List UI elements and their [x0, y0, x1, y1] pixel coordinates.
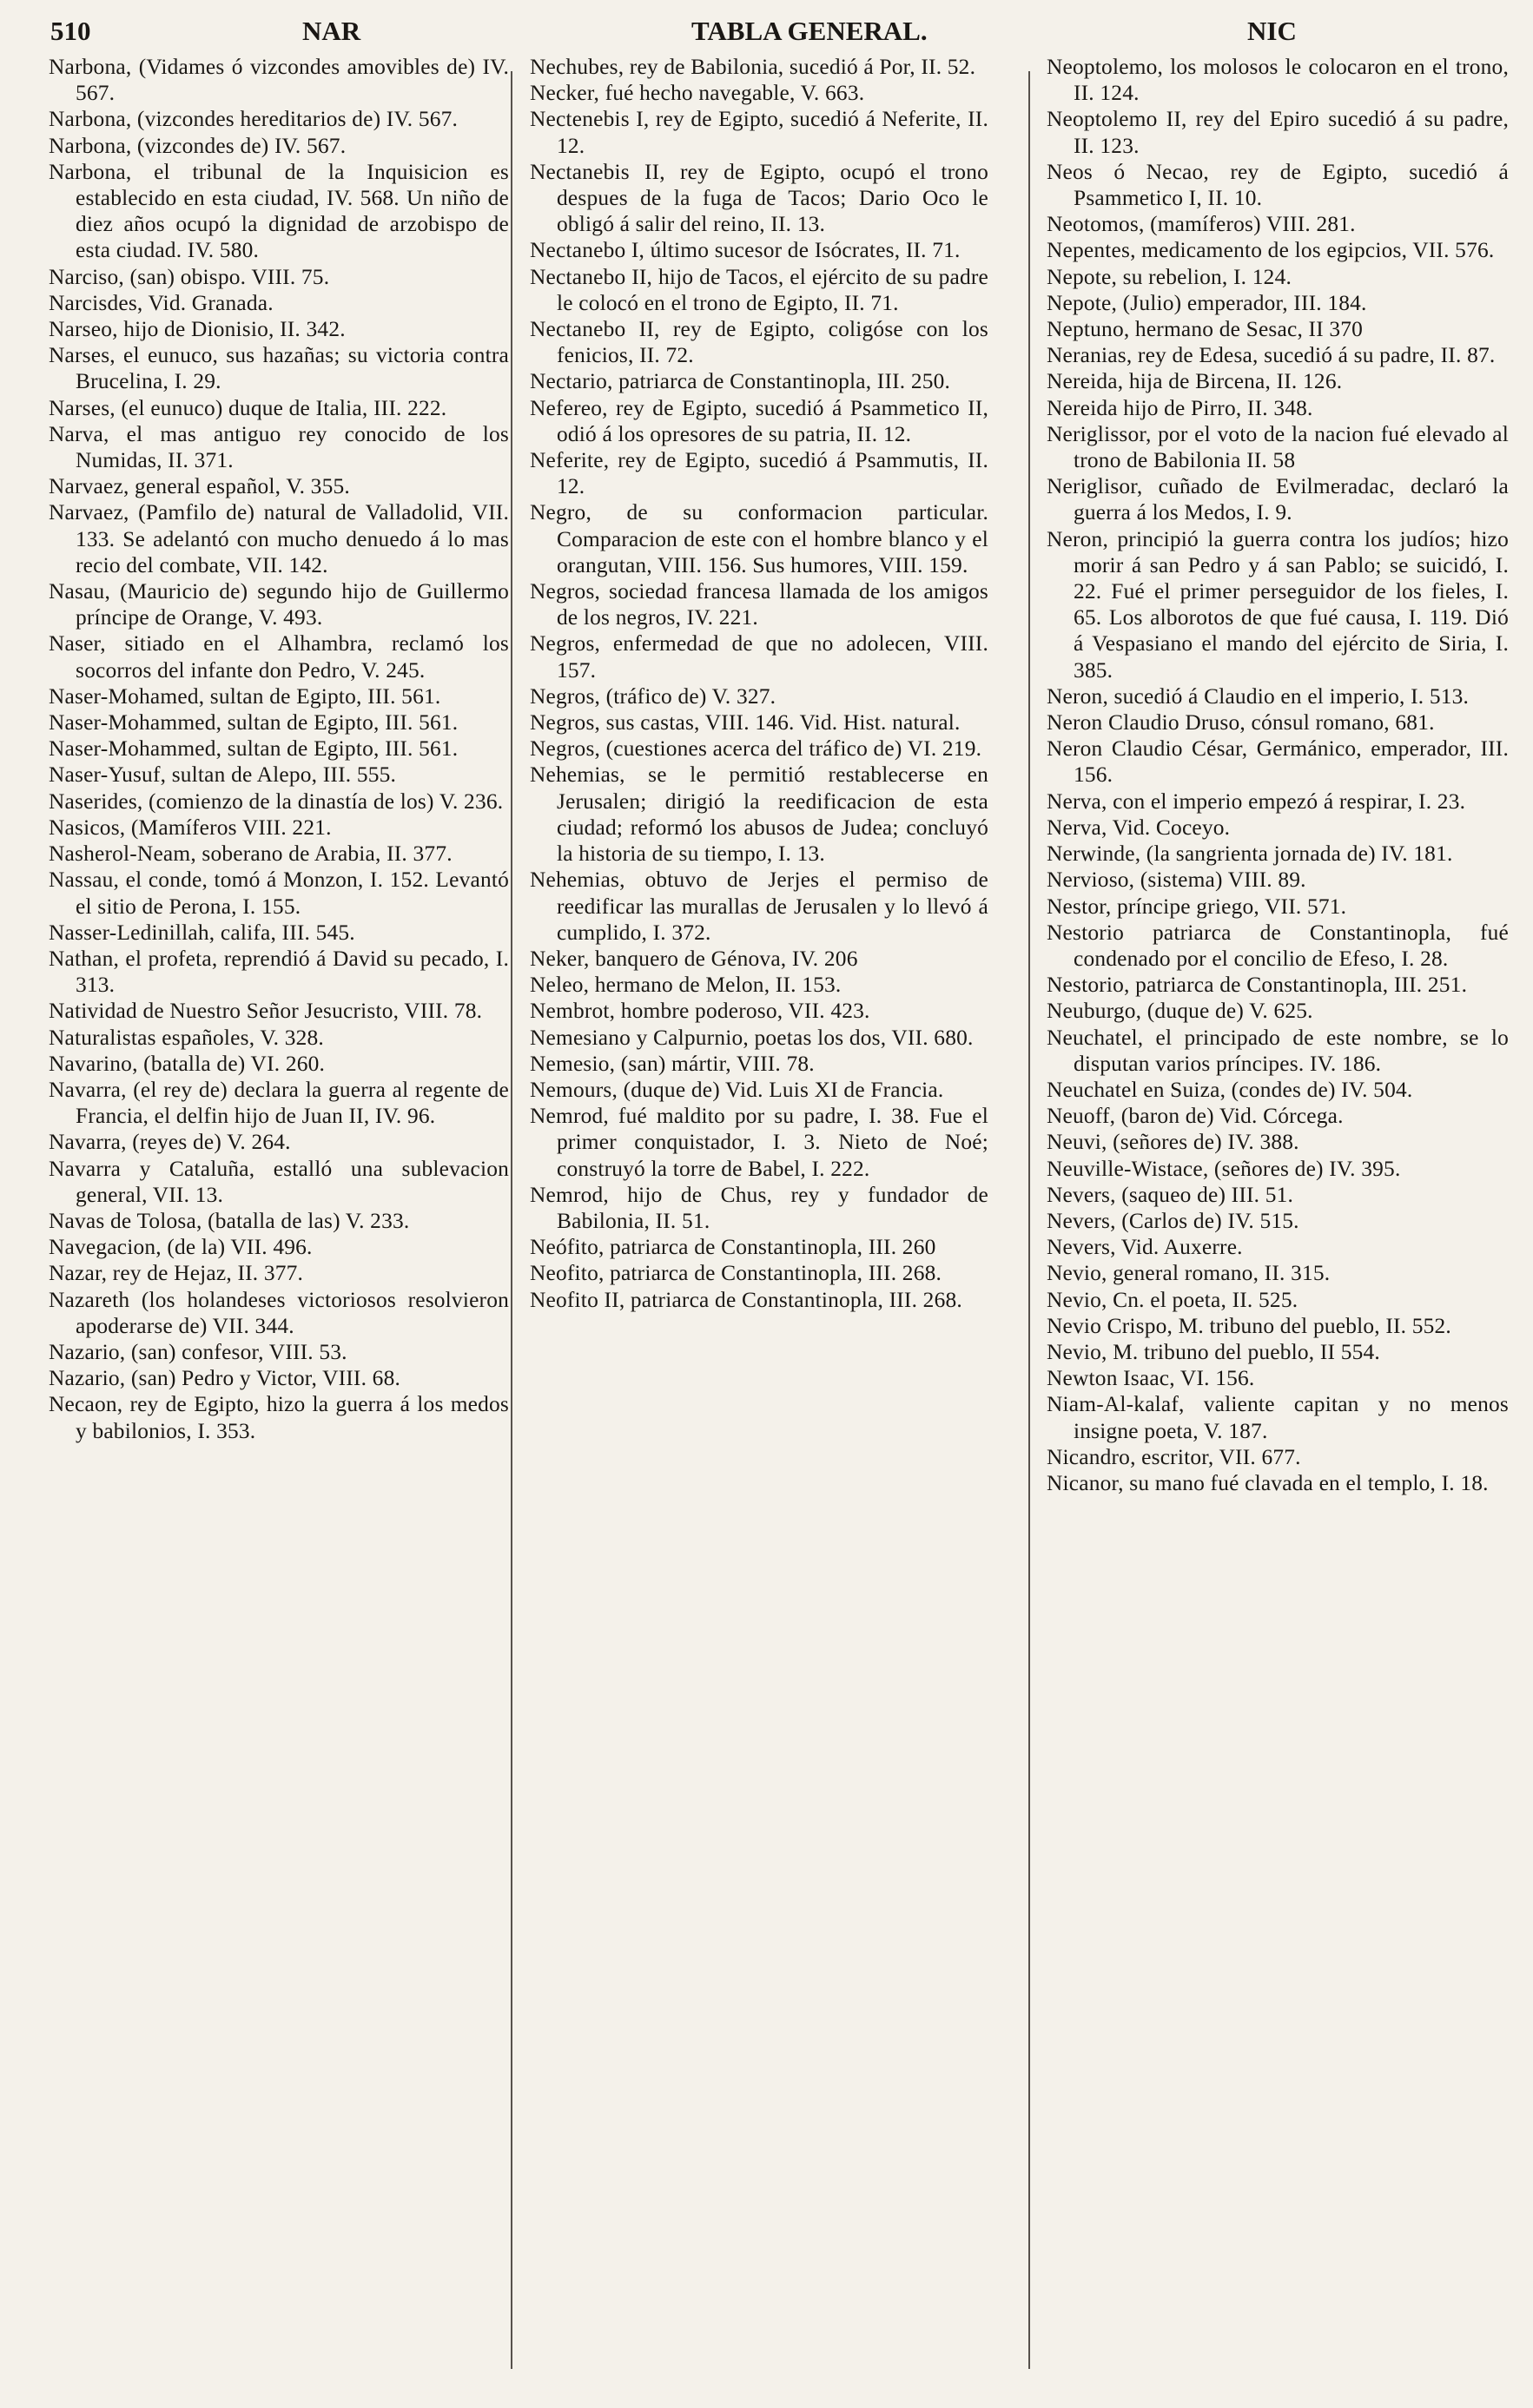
index-entry: Nassau, el conde, tomó á Monzon, I. 152. Levantó el sitio de Perona, I. 155. [49, 868, 509, 919]
index-entry: Narses, el eunuco, sus hazañas; su victoria contra Brucelina, I. 29. [49, 343, 509, 394]
index-entry: Nerva, Vid. Coceyo. [1047, 815, 1231, 840]
index-entry: Nerwinde, (la sangrienta jornada de) IV. 181. [1047, 841, 1453, 867]
column-divider [511, 71, 512, 2369]
header-left-key: NAR [302, 16, 361, 46]
index-entry: Nectanebo II, hijo de Tacos, el ejército de su padre le colocó en el trono de Egipto, II. 71. [530, 264, 988, 315]
index-entry: Neuchatel, el principado de este nombre, se lo disputan varios príncipes. IV. 186. [1047, 1025, 1509, 1076]
index-entry: Nefereo, rey de Egipto, sucedió á Psammetico II, odió á los opresores de su patria, II. 12. [530, 395, 988, 446]
index-entry: Navas de Tolosa, (batalla de las) V. 233. [49, 1208, 410, 1233]
index-entry: Nevio, general romano, II. 315. [1047, 1261, 1331, 1286]
index-entry: Nepentes, medicamento de los egipcios, VII. 576. [1047, 238, 1495, 263]
index-entry: Neriglissor, por el voto de la nacion fué elevado al trono de Babilonia II. 58 [1047, 421, 1509, 473]
index-column-right [1047, 54, 1509, 1496]
index-entry: Nechubes, rey de Babilonia, sucedió á Por, II. 52. [530, 55, 976, 79]
index-entry: Neotomos, (mamíferos) VIII. 281. [1047, 212, 1356, 237]
index-entry: Neptuno, hermano de Sesac, II 370 [1047, 317, 1364, 342]
index-entry: Nehemias, se le permitió restablecerse en Jerusalen; dirigió la reedificacion de esta ciudad; reformó los abusos de Judea; concluyó la historia de su tiempo, I. 13. [530, 762, 988, 867]
index-entry: Nervioso, (sistema) VIII. 89. [1047, 868, 1306, 893]
index-entry: Nepote, (Julio) emperador, III. 184. [1047, 290, 1367, 315]
index-entry: Nereida, hija de Bircena, II. 126. [1047, 369, 1343, 394]
index-entry: Neos ó Necao, rey de Egipto, sucedió á Psammetico I, II. 10. [1047, 159, 1509, 211]
index-entry: Neker, banquero de Génova, IV. 206 [530, 946, 858, 971]
index-entry: Nemrod, hijo de Chus, rey y fundador de Babilonia, II. 51. [530, 1182, 988, 1233]
index-entry: Nevers, (Carlos de) IV. 515. [1047, 1208, 1299, 1233]
index-entry: Niam-Al-kalaf, valiente capitan y no menos insigne poeta, V. 187. [1047, 1392, 1509, 1443]
index-entry: Nehemias, obtuvo de Jerjes el permiso de reedificar las murallas de Jerusalen y lo llevó á cumplido, I. 372. [530, 868, 988, 945]
index-entry: Neoptolemo, los molosos le colocaron en el trono, II. 124. [1047, 55, 1509, 106]
index-entry: Nemesio, (san) mártir, VIII. 78. [530, 1051, 815, 1076]
header-right-key: NIC [1247, 16, 1297, 46]
index-entry: Nemrod, fué maldito por su padre, I. 38. Fue el primer conquistador, I. 3. Nieto de Noé; construyó la torre de Babel, I. 222. [530, 1104, 988, 1181]
index-entry: Narbona, (Vidames ó vizcondes amovibles de) IV. 567. [49, 55, 509, 106]
index-entry: Negros, enfermedad de que no adolecen, VIII. 157. [530, 631, 988, 683]
index-entry: Nereida hijo de Pirro, II. 348. [1047, 395, 1313, 420]
index-entry: Neofito, patriarca de Constantinopla, III. 268. [530, 1261, 942, 1286]
index-entry: Naser-Mohammed, sultan de Egipto, III. 561. [49, 710, 459, 736]
index-entry: Naser, sitiado en el Alhambra, reclamó los socorros del infante don Pedro, V. 245. [49, 631, 509, 683]
index-entry: Negros, sociedad francesa llamada de los amigos de los negros, IV. 221. [530, 579, 988, 630]
index-entry: Naserides, (comienzo de la dinastía de los) V. 236. [49, 788, 504, 814]
index-entry: Neuvi, (señores de) IV. 388. [1047, 1130, 1299, 1155]
index-entry: Narbona, el tribunal de la Inquisicion es establecido en esta ciudad, IV. 568. Un niño de diez años ocupó la dignidad de arzobispo de esta ciudad. IV. 580. [49, 159, 509, 263]
index-entry: Nectanebo I, último sucesor de Isócrates, II. 71. [530, 238, 961, 263]
index-entry: Nicanor, su mano fué clavada en el templo, I. 18. [1047, 1470, 1489, 1495]
index-entry: Navarra y Cataluña, estalló una sublevacion general, VII. 13. [49, 1156, 509, 1207]
index-entry: Negros, sus castas, VIII. 146. Vid. Hist. natural. [530, 710, 961, 736]
index-entry: Nectenebis I, rey de Egipto, sucedió á Neferite, II. 12. [530, 107, 988, 158]
index-entry: Negros, (cuestiones acerca del tráfico de) VI. 219. [530, 736, 982, 762]
index-entry: Narses, (el eunuco) duque de Italia, III. 222. [49, 395, 447, 420]
index-entry: Neferite, rey de Egipto, sucedió á Psammutis, II. 12. [530, 448, 988, 499]
index-entry: Nasicos, (Mamíferos VIII. 221. [49, 815, 332, 840]
index-entry: Nevio, Cn. el poeta, II. 525. [1047, 1287, 1298, 1312]
index-entry: Nevio Crispo, M. tribuno del pueblo, II. 552. [1047, 1313, 1451, 1338]
index-entry: Necker, fué hecho navegable, V. 663. [530, 81, 865, 106]
index-entry: Nerva, con el imperio empezó á respirar, I. 23. [1047, 788, 1466, 814]
index-entry: Neuoff, (baron de) Vid. Córcega. [1047, 1104, 1344, 1129]
index-entry: Natividad de Nuestro Señor Jesucristo, VIII. 78. [49, 999, 483, 1024]
index-entry: Naser-Mohammed, sultan de Egipto, III. 561. [49, 736, 459, 762]
index-entry: Nemesiano y Calpurnio, poetas los dos, VII. 680. [530, 1025, 974, 1050]
index-entry: Nectario, patriarca de Constantinopla, III. 250. [530, 369, 951, 394]
index-entry: Narciso, (san) obispo. VIII. 75. [49, 264, 330, 289]
index-entry: Narvaez, general español, V. 355. [49, 474, 350, 499]
index-entry: Neriglisor, cuñado de Evilmeradac, declaró la guerra á los Medos, I. 9. [1047, 474, 1509, 525]
index-entry: Nasser-Ledinillah, califa, III. 545. [49, 920, 355, 945]
index-entry: Nazar, rey de Hejaz, II. 377. [49, 1261, 304, 1286]
index-entry: Naser-Yusuf, sultan de Alepo, III. 555. [49, 762, 397, 788]
index-entry: Nevers, (saqueo de) III. 51. [1047, 1182, 1294, 1207]
index-entry: Nevio, M. tribuno del pueblo, II 554. [1047, 1339, 1380, 1364]
index-entry: Nasau, (Mauricio de) segundo hijo de Guillermo príncipe de Orange, V. 493. [49, 579, 509, 630]
index-entry: Neleo, hermano de Melon, II. 153. [530, 973, 842, 998]
index-entry: Nemours, (duque de) Vid. Luis XI de Francia. [530, 1077, 944, 1102]
index-entry: Naturalistas españoles, V. 328. [49, 1025, 324, 1050]
index-entry: Narbona, (vizcondes hereditarios de) IV. 567. [49, 107, 459, 132]
index-column-middle [530, 54, 988, 1313]
index-entry: Nathan, el profeta, reprendió á David su pecado, I. 313. [49, 946, 509, 998]
index-entry: Negro, de su conformacion particular. Comparacion de este con el hombre blanco y el orangutan, VIII. 156. Sus humores, VIII. 159. [530, 500, 988, 577]
index-entry: Nazario, (san) confesor, VIII. 53. [49, 1339, 347, 1364]
index-entry: Nembrot, hombre poderoso, VII. 423. [530, 999, 870, 1024]
index-entry: Navarra, (el rey de) declara la guerra al regente de Francia, el delfin hijo de Juan II, IV. 96. [49, 1077, 509, 1129]
index-entry: Neófito, patriarca de Constantinopla, III. 260 [530, 1235, 936, 1260]
index-entry: Navarino, (batalla de) VI. 260. [49, 1051, 326, 1076]
index-entry: Neron Claudio César, Germánico, emperador, III. 156. [1047, 736, 1509, 788]
index-entry: Narva, el mas antiguo rey conocido de los Numidas, II. 371. [49, 421, 509, 473]
index-entry: Nicandro, escritor, VII. 677. [1047, 1444, 1301, 1469]
index-entry: Neron, sucedió á Claudio en el imperio, I. 513. [1047, 683, 1470, 709]
index-entry: Neuchatel en Suiza, (condes de) IV. 504. [1047, 1077, 1413, 1102]
index-entry: Neofito II, patriarca de Constantinopla, III. 268. [530, 1287, 962, 1312]
index-entry: Neuburgo, (duque de) V. 625. [1047, 999, 1313, 1024]
index-entry: Narseo, hijo de Dionisio, II. 342. [49, 317, 346, 342]
index-entry: Narcisdes, Vid. Granada. [49, 290, 274, 315]
index-entry: Nectanebis II, rey de Egipto, ocupó el trono despues de la fuga de Tacos; Dario Oco le obligó á salir del reino, II. 13. [530, 159, 988, 237]
index-entry: Neoptolemo II, rey del Epiro sucedió á su padre, II. 123. [1047, 107, 1509, 158]
index-entry: Nestorio, patriarca de Constantinopla, III. 251. [1047, 973, 1468, 998]
index-entry: Neuville-Wistace, (señores de) IV. 395. [1047, 1156, 1401, 1181]
index-entry: Navarra, (reyes de) V. 264. [49, 1130, 291, 1155]
index-entry: Narvaez, (Pamfilo de) natural de Valladolid, VII. 133. Se adelantó con mucho denuedo á lo mas recio del combate, VII. 142. [49, 500, 509, 577]
index-entry: Nazario, (san) Pedro y Victor, VIII. 68. [49, 1366, 401, 1391]
running-header [50, 16, 1488, 59]
index-entry: Naser-Mohamed, sultan de Egipto, III. 561. [49, 683, 441, 709]
index-entry: Nectanebo II, rey de Egipto, coligóse con los fenicios, II. 72. [530, 317, 988, 368]
page-number: 510 [50, 16, 91, 46]
index-entry: Neron, principió la guerra contra los judíos; hizo morir á san Pedro y á san Pablo; se suicidó, I. 22. Fué el primer perseguidor de los fieles, I. 65. Los alborotos de que fué causa, I. 119. Dió á Vespasiano el mando del ejército de Siria, I. 385. [1047, 526, 1509, 683]
index-entry: Negros, (tráfico de) V. 327. [530, 683, 776, 709]
index-entry: Nestor, príncipe griego, VII. 571. [1047, 894, 1347, 919]
index-entry: Navegacion, (de la) VII. 496. [49, 1235, 313, 1260]
index-entry: Newton Isaac, VI. 156. [1047, 1366, 1255, 1391]
index-entry: Nestorio patriarca de Constantinopla, fué condenado por el concilio de Efeso, I. 28. [1047, 920, 1509, 971]
index-entry: Neron Claudio Druso, cónsul romano, 681. [1047, 710, 1435, 736]
index-entry: Nevers, Vid. Auxerre. [1047, 1235, 1243, 1260]
header-title: TABLA GENERAL. [691, 16, 928, 46]
index-entry: Nasherol-Neam, soberano de Arabia, II. 377. [49, 841, 453, 867]
index-entry: Necaon, rey de Egipto, hizo la guerra á los medos y babilonios, I. 353. [49, 1392, 509, 1443]
index-entry: Nepote, su rebelion, I. 124. [1047, 264, 1292, 289]
index-column-left [49, 54, 509, 1444]
index-entry: Nazareth (los holandeses victoriosos resolvieron apoderarse de) VII. 344. [49, 1287, 509, 1338]
index-entry: Narbona, (vizcondes de) IV. 567. [49, 133, 347, 158]
index-entry: Neranias, rey de Edesa, sucedió á su padre, II. 87. [1047, 343, 1496, 368]
column-divider [1028, 71, 1030, 2369]
